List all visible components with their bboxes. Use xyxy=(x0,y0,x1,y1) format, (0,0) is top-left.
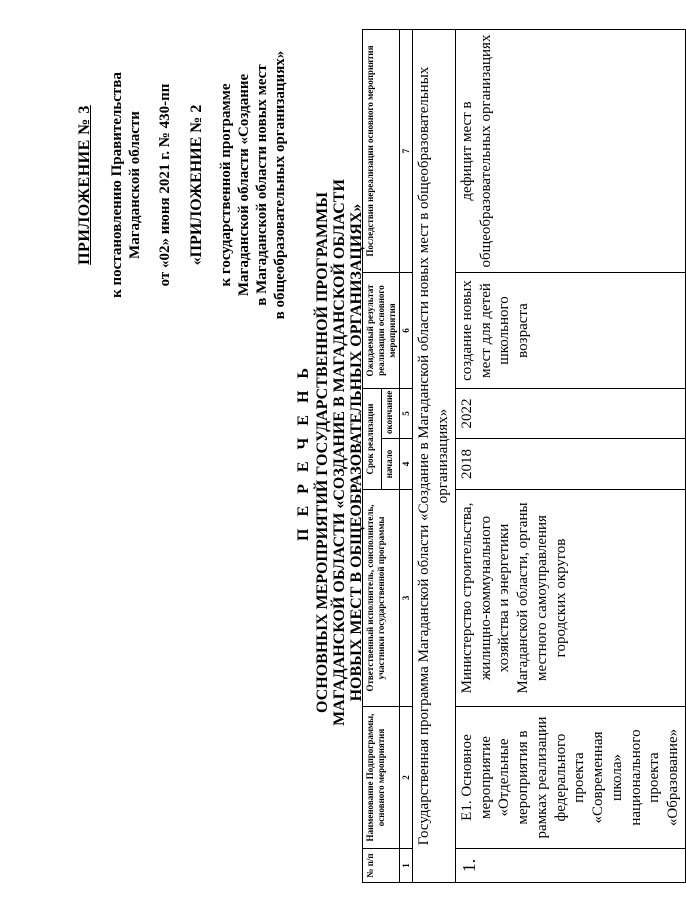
activities-table xyxy=(362,29,686,883)
title-line-3: НОВЫХ МЕСТ В ОБЩЕОБРАЗОВАТЕЛЬНЫХ ОРГАНИЗАЦИЯХ» xyxy=(348,203,365,702)
col-number: 5 xyxy=(400,389,413,439)
row-executor: Министерство строительства, жилищно-коммунального хозяйства и энергетики Магаданской области, органы местного самоуправления городских округов xyxy=(455,490,685,707)
program-line-4: в общеобразовательных организациях» xyxy=(272,50,288,320)
resolution-date: от «02» июня 2021 г. № 430-пп xyxy=(157,83,173,287)
column-number-row xyxy=(400,30,413,883)
header-name: Наименование Подпрограммы, основного мероприятия xyxy=(363,707,400,849)
title-line-2: МАГАДАНСКОЙ ОБЛАСТИ «СОЗДАНИЕ В МАГАДАНСКОЙ ОБЛАСТИ xyxy=(331,179,348,726)
sub-appendix-number: «ПРИЛОЖЕНИЕ № 2 xyxy=(188,104,205,266)
row-end: 2022 xyxy=(455,389,685,439)
section-row xyxy=(413,30,456,883)
header-executor: Ответственный исполнитель, соисполнитель, участники государственной программы xyxy=(363,490,400,707)
col-number: 1 xyxy=(400,849,413,883)
table-row xyxy=(455,30,685,883)
col-number: 3 xyxy=(400,490,413,707)
title-line-1: ОСНОВНЫХ МЕРОПРИЯТИЙ ГОСУДАРСТВЕННОЙ ПРОГРАММЫ xyxy=(314,192,331,713)
header-end: окончание xyxy=(381,389,400,439)
header-result: Ожидаемый результат реализации основного мероприятия xyxy=(363,273,400,389)
col-number: 4 xyxy=(400,439,413,490)
header-period: Срок реализации xyxy=(363,389,382,490)
header-consequences: Последствия нереализации основного мероприятия xyxy=(363,30,400,273)
col-number: 6 xyxy=(400,273,413,389)
row-consequences: дефицит мест в общеобразовательных организациях xyxy=(455,30,685,273)
header-start: начало xyxy=(381,439,400,490)
row-number: 1. xyxy=(455,849,685,883)
col-number: 7 xyxy=(400,30,413,273)
row-name: Е1. Основное мероприятие «Отдельные мероприятия в рамках реализации федерального проекта «Современная школа» национального проекта «Образование» xyxy=(455,707,685,849)
row-start: 2018 xyxy=(455,439,685,490)
row-result: создание новых мест для детей школьного возраста xyxy=(455,273,685,389)
perechen-heading: П Е Р Е Ч Е Н Ь xyxy=(295,364,312,541)
header-row xyxy=(363,30,382,883)
col-number: 2 xyxy=(400,707,413,849)
section-title: Государственная программа Магаданской области «Создание в Магаданской области новых мест в общеобразовательных организациях» xyxy=(413,30,456,883)
appendix-number: ПРИЛОЖЕНИЕ № 3 xyxy=(76,105,93,265)
program-line-3: в Магаданской области новых мест xyxy=(254,64,270,306)
program-line-1: к государственной программе xyxy=(218,83,234,287)
program-line-2: Магаданской области «Создание xyxy=(236,73,252,297)
resolution-line-2: Магаданской области xyxy=(127,111,143,259)
header-num: № п/п xyxy=(363,849,400,883)
resolution-line-1: к постановлению Правительства xyxy=(109,72,125,298)
